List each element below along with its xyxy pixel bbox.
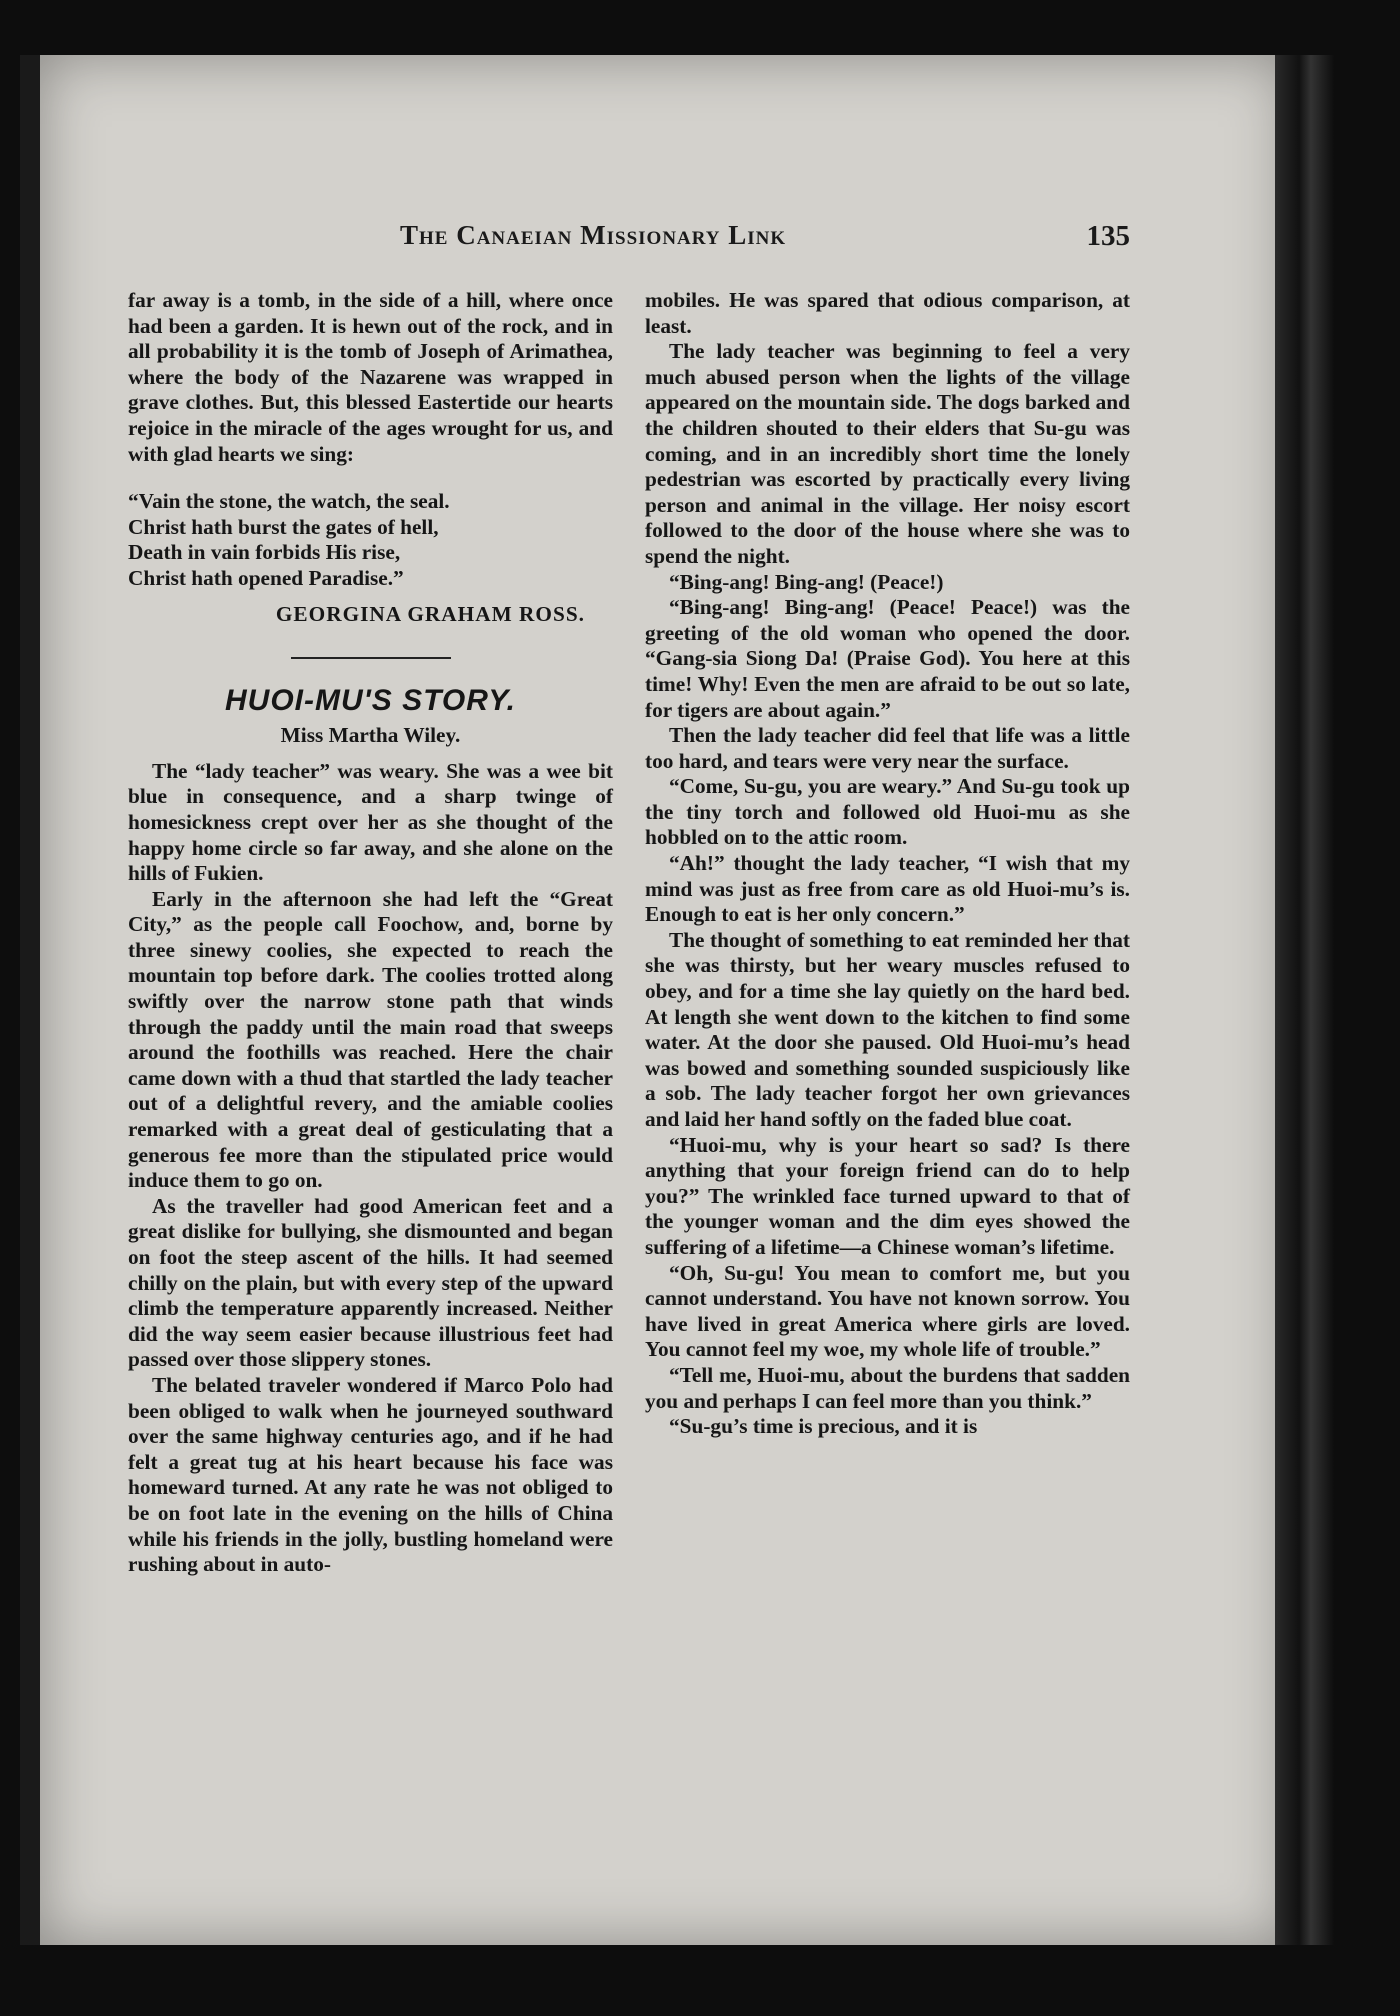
paragraph: The belated traveler wondered if Marco Polo had been obliged to walk when he journeyed southward over the same highway centuries ago, and if he had felt a great tug at his heart because his face was homeward turned. At any rate he was not obliged to be on foot late in the evening on the hills of China while his friends in the jolly, bustling homeland were rushing about in auto- xyxy=(128,1372,613,1577)
paragraph: As the traveller had good American feet and a great dislike for bullying, she dismounted and began on foot the steep ascent of the hills. It had seemed chilly on the plain, but with every step of the upward climb the temperature apparently increased. Neither did the way seem easier because illustrious feet had passed over those slippery stones. xyxy=(128,1193,613,1372)
paragraph: “Oh, Su-gu! You mean to comfort me, but you cannot understand. You have not known sorrow. You have lived in great America where girls are loved. You cannot feel my woe, my whole life of trouble.” xyxy=(645,1260,1130,1362)
poem-line: Christ hath burst the gates of hell, xyxy=(128,514,439,539)
book-gutter-shadow xyxy=(1275,55,1335,1945)
paragraph: The thought of something to eat reminded her that she was thirsty, but her weary muscles refused to obey, and for a time she lay quietly on the hard bed. At length she went down to the kitchen to find some water. At the door she paused. Old Huoi-mu’s head was bowed and something sounded suspiciously like a sob. The lady teacher forgot her own grievances and laid her hand softly on the faded blue coat. xyxy=(645,927,1130,1131)
paragraph: “Bing-ang! Bing-ang! (Peace! Peace!) was the greeting of the old woman who opened the door. “Gang-sia Siong Da! (Praise God). You here at this time! Why! Even the men are afraid to be out so late, for tigers are about again.” xyxy=(645,595,1130,722)
paragraph: mobiles. He was spared that odious comparison, at least. xyxy=(645,288,1130,338)
poem-line: “Vain the stone, the watch, the seal. xyxy=(128,489,450,514)
paragraph: “Ah!” thought the lady teacher, “I wish that my mind was just as free from care as old Huoi-mu’s is. Enough to eat is her only concern.” xyxy=(645,851,1130,927)
paragraph: “Huoi-mu, why is your heart so sad? Is there anything that your foreign friend can do to help you?” The wrinkled face turned upward to that of the younger woman and the dim eyes showed the suffering of a lifetime—a Chinese woman’s lifetime. xyxy=(645,1132,1130,1259)
poem-line: Death in vain forbids His rise, xyxy=(128,540,401,565)
paragraph: “Come, Su-gu, you are weary.” And Su-gu took up the tiny torch and followed old Huoi-mu as she hobbled on to the attic room. xyxy=(645,774,1130,850)
paragraph: “Su-gu’s time is precious, and it is xyxy=(669,1414,978,1439)
intro-paragraph: far away is a tomb, in the side of a hill, where once had been a garden. It is hewn out of the rock, and in all probability it is the tomb of Joseph of Arimathea, where the body of the Nazarene was wrapped in grave clothes. But, this blessed Eastertide our hearts rejoice in the miracle of the ages wrought for us, and with glad hearts we sing: xyxy=(128,288,613,466)
left-column xyxy=(128,288,613,1578)
paragraph: Then the lady teacher did feel that life was a little too hard, and tears were very near the surface. xyxy=(645,723,1130,773)
right-column xyxy=(645,288,1130,1440)
paragraph: The lady teacher was beginning to feel a very much abused person when the lights of the village appeared on the mountain side. The dogs barked and the children shouted to their elders that Su-gu was coming, and in an incredibly short time the lonely pedestrian was escorted by practically every living person and animal in the village. Her noisy escort followed to the door of the house where she was to spend the night. xyxy=(645,339,1130,568)
article-title: HUOI-MU'S STORY. xyxy=(225,684,516,718)
book-spine-shadow-left xyxy=(20,55,42,1945)
journal-title: The Canaeian Missionary Link xyxy=(400,220,787,250)
signature: GEORGINA GRAHAM ROSS. xyxy=(275,601,585,626)
paragraph: “Bing-ang! Bing-ang! (Peace!) xyxy=(669,569,944,594)
running-header xyxy=(400,220,1130,256)
poem-line: Christ hath opened Paradise.” xyxy=(128,565,404,590)
poem xyxy=(128,489,613,591)
paragraph: The “lady teacher” was weary. She was a wee bit blue in consequence, and a sharp twinge of homesickness crept over her as she thought of the happy home circle so far away, and she alone on the hills of Fukien. xyxy=(128,758,613,886)
article-author: Miss Martha Wiley. xyxy=(280,723,461,748)
page-number: 135 xyxy=(1086,220,1130,252)
paragraph: Early in the afternoon she had left the “Great City,” as the people call Foochow, and, borne by three sinewy coolies, she expected to reach the mountain top before dark. The coolies trotted along swiftly over the narrow stone path that winds through the paddy until the main road that sweeps around the foothills was reached. Here the chair came down with a thud that startled the lady teacher out of a delightful revery, and the amiable coolies remarked with a great deal of gesticulating that a generous fee more than the stipulated price would induce them to go on. xyxy=(128,886,613,1193)
paragraph: “Tell me, Huoi-mu, about the burdens that sadden you and perhaps I can feel more than you think.” xyxy=(645,1362,1130,1413)
section-divider xyxy=(291,657,451,659)
